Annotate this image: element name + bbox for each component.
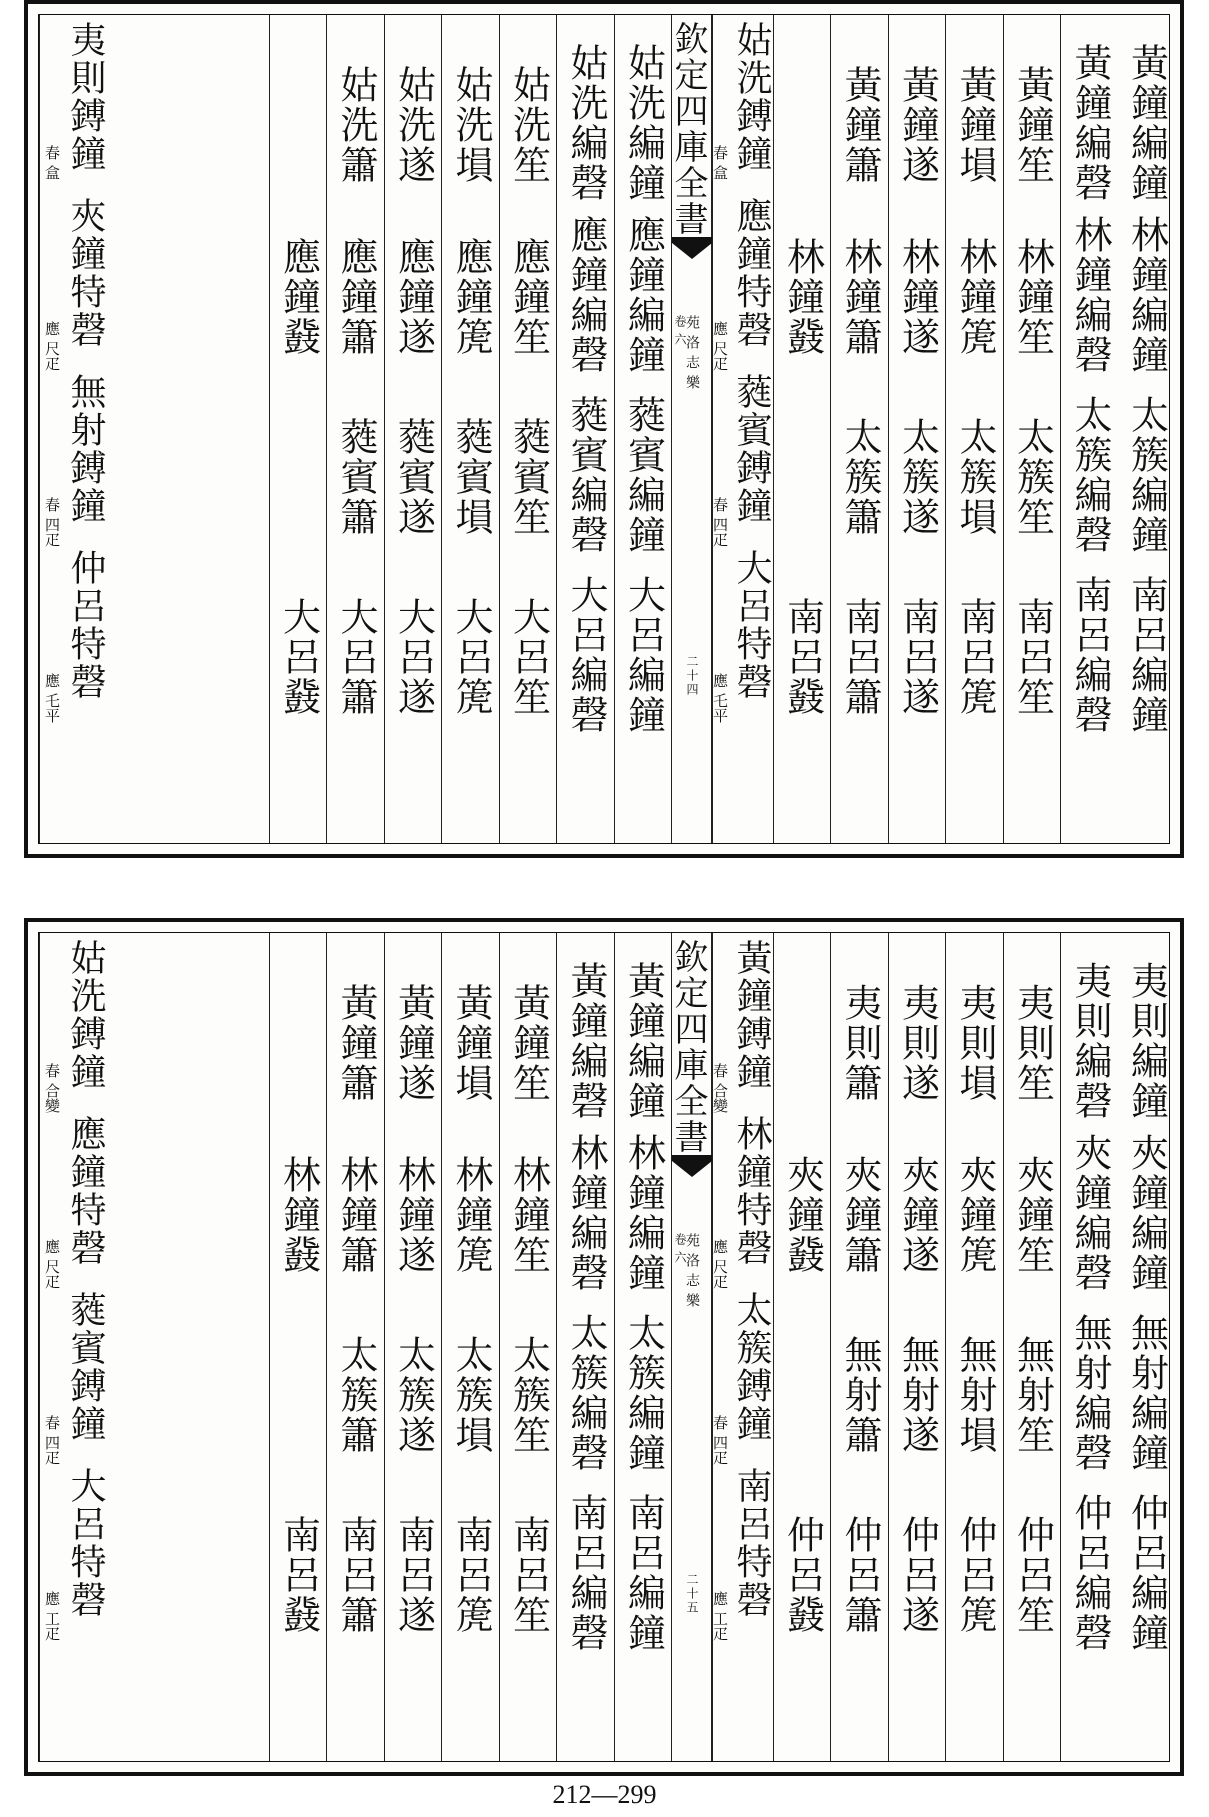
instrument-entry: 林鐘編磬 bbox=[564, 1133, 608, 1293]
book-title: 欽定四庫全書 bbox=[668, 21, 708, 237]
instrument-entry: 夷則鎛鐘 bbox=[65, 21, 106, 173]
fish-tail-mark-icon bbox=[672, 237, 712, 261]
instrument-entry: 蕤賓簫 bbox=[334, 417, 378, 537]
instrument-entry: 太簇編鐘 bbox=[1124, 395, 1169, 555]
instrument-entry: 仲呂特磬 bbox=[65, 549, 106, 701]
text-column bbox=[888, 15, 947, 843]
instrument-entry: 無射塤 bbox=[953, 1335, 997, 1455]
instrument-entry: 南呂特磬 bbox=[731, 1467, 772, 1619]
text-column bbox=[1060, 15, 1119, 843]
annotation-note: 應 工疋 bbox=[711, 1591, 729, 1641]
instrument-entry: 仲呂遂 bbox=[895, 1515, 940, 1635]
instrument-entry: 夾鐘箎 bbox=[953, 1155, 997, 1275]
instrument-entry: 林鐘簫 bbox=[838, 237, 882, 357]
text-column bbox=[326, 933, 385, 1761]
instrument-entry: 蕤賓塤 bbox=[449, 417, 493, 537]
page-number: 二十四 bbox=[685, 655, 699, 697]
instrument-entry: 南呂箎 bbox=[449, 1515, 493, 1635]
instrument-entry: 南呂箎 bbox=[953, 597, 997, 717]
instrument-entry: 姑洗鎛鐘 bbox=[731, 21, 772, 173]
annotation-note: 春 四疋 bbox=[711, 497, 729, 547]
instrument-entry: 蕤賓編鐘 bbox=[621, 395, 666, 555]
instrument-entry: 林鐘編鐘 bbox=[1124, 215, 1169, 375]
instrument-entry: 無射遂 bbox=[895, 1335, 940, 1455]
annotation-note: 應 工疋 bbox=[43, 1591, 61, 1641]
text-column bbox=[269, 933, 328, 1761]
annotation-note: 應 尺疋 bbox=[711, 321, 729, 371]
instrument-entry: 南呂編鐘 bbox=[621, 1493, 666, 1653]
instrument-entry: 林鐘簫 bbox=[334, 1155, 378, 1275]
instrument-entry: 大呂遂 bbox=[391, 597, 436, 717]
text-column bbox=[441, 933, 500, 1761]
volume-number: 卷六 bbox=[673, 1233, 687, 1269]
instrument-entry: 黃鐘簫 bbox=[838, 65, 882, 185]
instrument-entry: 應鐘箎 bbox=[449, 237, 493, 357]
instrument-entry: 南呂遂 bbox=[895, 597, 940, 717]
text-column bbox=[556, 15, 615, 843]
page-frame bbox=[38, 932, 1170, 1762]
annotation-note: 春 四疋 bbox=[43, 497, 61, 547]
text-column bbox=[326, 15, 385, 843]
instrument-entry: 應鐘簫 bbox=[334, 237, 378, 357]
instrument-entry: 夾鐘鼗 bbox=[780, 1155, 825, 1275]
instrument-entry: 黃鐘遂 bbox=[895, 65, 940, 185]
lower-page bbox=[24, 918, 1184, 1776]
instrument-entry: 大呂特磬 bbox=[65, 1467, 106, 1619]
text-column bbox=[1060, 933, 1119, 1761]
instrument-entry: 林鐘遂 bbox=[895, 237, 940, 357]
text-column bbox=[39, 933, 264, 1761]
instrument-entry: 夾鐘編磬 bbox=[1068, 1133, 1112, 1293]
instrument-entry: 黃鐘遂 bbox=[391, 983, 436, 1103]
instrument-entry: 林鐘特磬 bbox=[731, 1115, 772, 1267]
instrument-entry: 夾鐘簫 bbox=[838, 1155, 882, 1275]
fish-tail-mark-icon bbox=[672, 1155, 712, 1179]
instrument-entry: 太簇塤 bbox=[953, 417, 997, 537]
text-column bbox=[830, 15, 889, 843]
text-column bbox=[773, 933, 832, 1761]
instrument-entry: 黃鐘簫 bbox=[334, 983, 378, 1103]
instrument-entry: 林鐘箎 bbox=[449, 1155, 493, 1275]
upper-page bbox=[24, 0, 1184, 858]
instrument-entry: 應鐘編磬 bbox=[564, 215, 608, 375]
instrument-entry: 無射笙 bbox=[1010, 1335, 1055, 1455]
instrument-entry: 黃鐘編磬 bbox=[1068, 43, 1112, 203]
annotation-note: 春 合變 bbox=[711, 1063, 729, 1113]
instrument-entry: 夷則笙 bbox=[1010, 983, 1055, 1103]
text-column bbox=[773, 15, 832, 843]
text-column bbox=[945, 15, 1004, 843]
instrument-entry: 南呂編磬 bbox=[564, 1493, 608, 1653]
text-column bbox=[711, 933, 774, 1761]
instrument-entry: 林鐘箎 bbox=[953, 237, 997, 357]
instrument-entry: 夷則遂 bbox=[895, 983, 940, 1103]
text-column bbox=[888, 933, 947, 1761]
text-column bbox=[39, 15, 264, 843]
instrument-entry: 南呂笙 bbox=[1010, 597, 1055, 717]
instrument-entry: 仲呂箎 bbox=[953, 1515, 997, 1635]
instrument-entry: 太簇簫 bbox=[334, 1335, 378, 1455]
instrument-entry: 林鐘鼗 bbox=[780, 237, 825, 357]
text-column bbox=[499, 15, 558, 843]
text-column bbox=[1118, 933, 1176, 1761]
instrument-entry: 太簇鎛鐘 bbox=[731, 1291, 772, 1443]
instrument-entry: 蕤賓遂 bbox=[391, 417, 436, 537]
text-column bbox=[384, 933, 443, 1761]
instrument-entry: 太簇笙 bbox=[1010, 417, 1055, 537]
text-column bbox=[711, 15, 774, 843]
instrument-entry: 南呂笙 bbox=[506, 1515, 551, 1635]
instrument-entry: 應鐘編鐘 bbox=[621, 215, 666, 375]
instrument-entry: 黃鐘塤 bbox=[953, 65, 997, 185]
instrument-entry: 姑洗遂 bbox=[391, 65, 436, 185]
instrument-entry: 黃鐘笙 bbox=[1010, 65, 1055, 185]
instrument-entry: 應鐘特磬 bbox=[65, 1115, 106, 1267]
instrument-entry: 姑洗塤 bbox=[449, 65, 493, 185]
instrument-entry: 仲呂鼗 bbox=[780, 1515, 825, 1635]
text-column bbox=[384, 15, 443, 843]
instrument-entry: 蕤賓笙 bbox=[506, 417, 551, 537]
instrument-entry: 南呂鼗 bbox=[276, 1515, 321, 1635]
instrument-entry: 南呂編磬 bbox=[1068, 575, 1112, 735]
instrument-entry: 無射編磬 bbox=[1068, 1313, 1112, 1473]
volume-number: 卷六 bbox=[673, 315, 687, 351]
instrument-entry: 姑洗笙 bbox=[506, 65, 551, 185]
instrument-entry: 大呂編鐘 bbox=[621, 575, 666, 735]
text-column bbox=[614, 933, 673, 1761]
center-fold-column bbox=[668, 933, 713, 1761]
page-number: 二十五 bbox=[685, 1573, 699, 1615]
instrument-entry: 姑洗簫 bbox=[334, 65, 378, 185]
book-name: 苑洛志樂 bbox=[684, 1233, 700, 1313]
instrument-entry: 大呂笙 bbox=[506, 597, 551, 717]
instrument-entry: 太簇遂 bbox=[895, 417, 940, 537]
instrument-entry: 黃鐘塤 bbox=[449, 983, 493, 1103]
text-column bbox=[1003, 933, 1062, 1761]
annotation-note: 應 尺疋 bbox=[43, 321, 61, 371]
instrument-entry: 應鐘特磬 bbox=[731, 197, 772, 349]
instrument-entry: 應鐘鼗 bbox=[276, 237, 321, 357]
annotation-note: 應 乇平 bbox=[711, 673, 729, 723]
instrument-entry: 太簇塤 bbox=[449, 1335, 493, 1455]
text-column bbox=[945, 933, 1004, 1761]
instrument-entry: 黃鐘笙 bbox=[506, 983, 551, 1103]
instrument-entry: 姑洗鎛鐘 bbox=[65, 939, 106, 1091]
instrument-entry: 黃鐘鎛鐘 bbox=[731, 939, 772, 1091]
instrument-entry: 應鐘遂 bbox=[391, 237, 436, 357]
annotation-note: 春 四疋 bbox=[711, 1415, 729, 1465]
instrument-entry: 仲呂編鐘 bbox=[1124, 1493, 1169, 1653]
instrument-entry: 林鐘笙 bbox=[506, 1155, 551, 1275]
instrument-entry: 林鐘編磬 bbox=[1068, 215, 1112, 375]
instrument-entry: 應鐘笙 bbox=[506, 237, 551, 357]
instrument-entry: 南呂鼗 bbox=[780, 597, 825, 717]
annotation-note: 春 合變 bbox=[43, 1063, 61, 1113]
text-column bbox=[830, 933, 889, 1761]
instrument-entry: 黃鐘編鐘 bbox=[1124, 43, 1169, 203]
instrument-entry: 無射簫 bbox=[838, 1335, 882, 1455]
instrument-entry: 林鐘編鐘 bbox=[621, 1133, 666, 1293]
instrument-entry: 南呂簫 bbox=[334, 1515, 378, 1635]
instrument-entry: 夷則編鐘 bbox=[1124, 961, 1169, 1121]
annotation-note: 應 乇平 bbox=[43, 673, 61, 723]
instrument-entry: 夷則編磬 bbox=[1068, 961, 1112, 1121]
text-column bbox=[1003, 15, 1062, 843]
instrument-entry: 太簇編鐘 bbox=[621, 1313, 666, 1473]
instrument-entry: 夾鐘遂 bbox=[895, 1155, 940, 1275]
instrument-entry: 南呂編鐘 bbox=[1124, 575, 1169, 735]
instrument-entry: 無射編鐘 bbox=[1124, 1313, 1169, 1473]
page-frame bbox=[38, 14, 1170, 844]
instrument-entry: 林鐘笙 bbox=[1010, 237, 1055, 357]
instrument-entry: 姑洗編鐘 bbox=[621, 43, 666, 203]
text-column bbox=[614, 15, 673, 843]
instrument-entry: 仲呂笙 bbox=[1010, 1515, 1055, 1635]
instrument-entry: 無射鎛鐘 bbox=[65, 373, 106, 525]
instrument-entry: 太簇編磬 bbox=[564, 1313, 608, 1473]
annotation-note: 春 四疋 bbox=[43, 1415, 61, 1465]
text-column bbox=[441, 15, 500, 843]
instrument-entry: 夷則簫 bbox=[838, 983, 882, 1103]
instrument-entry: 林鐘遂 bbox=[391, 1155, 436, 1275]
instrument-entry: 夷則塤 bbox=[953, 983, 997, 1103]
instrument-entry: 大呂特磬 bbox=[731, 549, 772, 701]
instrument-entry: 大呂箎 bbox=[449, 597, 493, 717]
instrument-entry: 林鐘鼗 bbox=[276, 1155, 321, 1275]
instrument-entry: 夾鐘編鐘 bbox=[1124, 1133, 1169, 1293]
book-name: 苑洛志樂 bbox=[684, 315, 700, 395]
annotation-note: 春 盒 bbox=[711, 145, 729, 180]
annotation-note: 應 尺疋 bbox=[43, 1239, 61, 1289]
text-column bbox=[1118, 15, 1176, 843]
instrument-entry: 大呂編磬 bbox=[564, 575, 608, 735]
annotation-note: 應 尺疋 bbox=[711, 1239, 729, 1289]
instrument-entry: 太簇簫 bbox=[838, 417, 882, 537]
instrument-entry: 仲呂簫 bbox=[838, 1515, 882, 1635]
instrument-entry: 夾鐘特磬 bbox=[65, 197, 106, 349]
text-column bbox=[556, 933, 615, 1761]
instrument-entry: 大呂鼗 bbox=[276, 597, 321, 717]
instrument-entry: 太簇笙 bbox=[506, 1335, 551, 1455]
text-column bbox=[499, 933, 558, 1761]
instrument-entry: 蕤賓鎛鐘 bbox=[65, 1291, 106, 1443]
instrument-entry: 南呂簫 bbox=[838, 597, 882, 717]
page-footer-number: 212—299 bbox=[552, 1780, 657, 1809]
book-title: 欽定四庫全書 bbox=[668, 939, 708, 1155]
instrument-entry: 大呂簫 bbox=[334, 597, 378, 717]
instrument-entry: 蕤賓鎛鐘 bbox=[731, 373, 772, 525]
text-column bbox=[269, 15, 328, 843]
instrument-entry: 仲呂編磬 bbox=[1068, 1493, 1112, 1653]
instrument-entry: 蕤賓編磬 bbox=[564, 395, 608, 555]
instrument-entry: 黃鐘編磬 bbox=[564, 961, 608, 1121]
instrument-entry: 夾鐘笙 bbox=[1010, 1155, 1055, 1275]
instrument-entry: 黃鐘編鐘 bbox=[621, 961, 666, 1121]
instrument-entry: 姑洗編磬 bbox=[564, 43, 608, 203]
annotation-note: 春 盒 bbox=[43, 145, 61, 180]
instrument-entry: 太簇遂 bbox=[391, 1335, 436, 1455]
center-fold-column bbox=[668, 15, 713, 843]
instrument-entry: 南呂遂 bbox=[391, 1515, 436, 1635]
instrument-entry: 太簇編磬 bbox=[1068, 395, 1112, 555]
